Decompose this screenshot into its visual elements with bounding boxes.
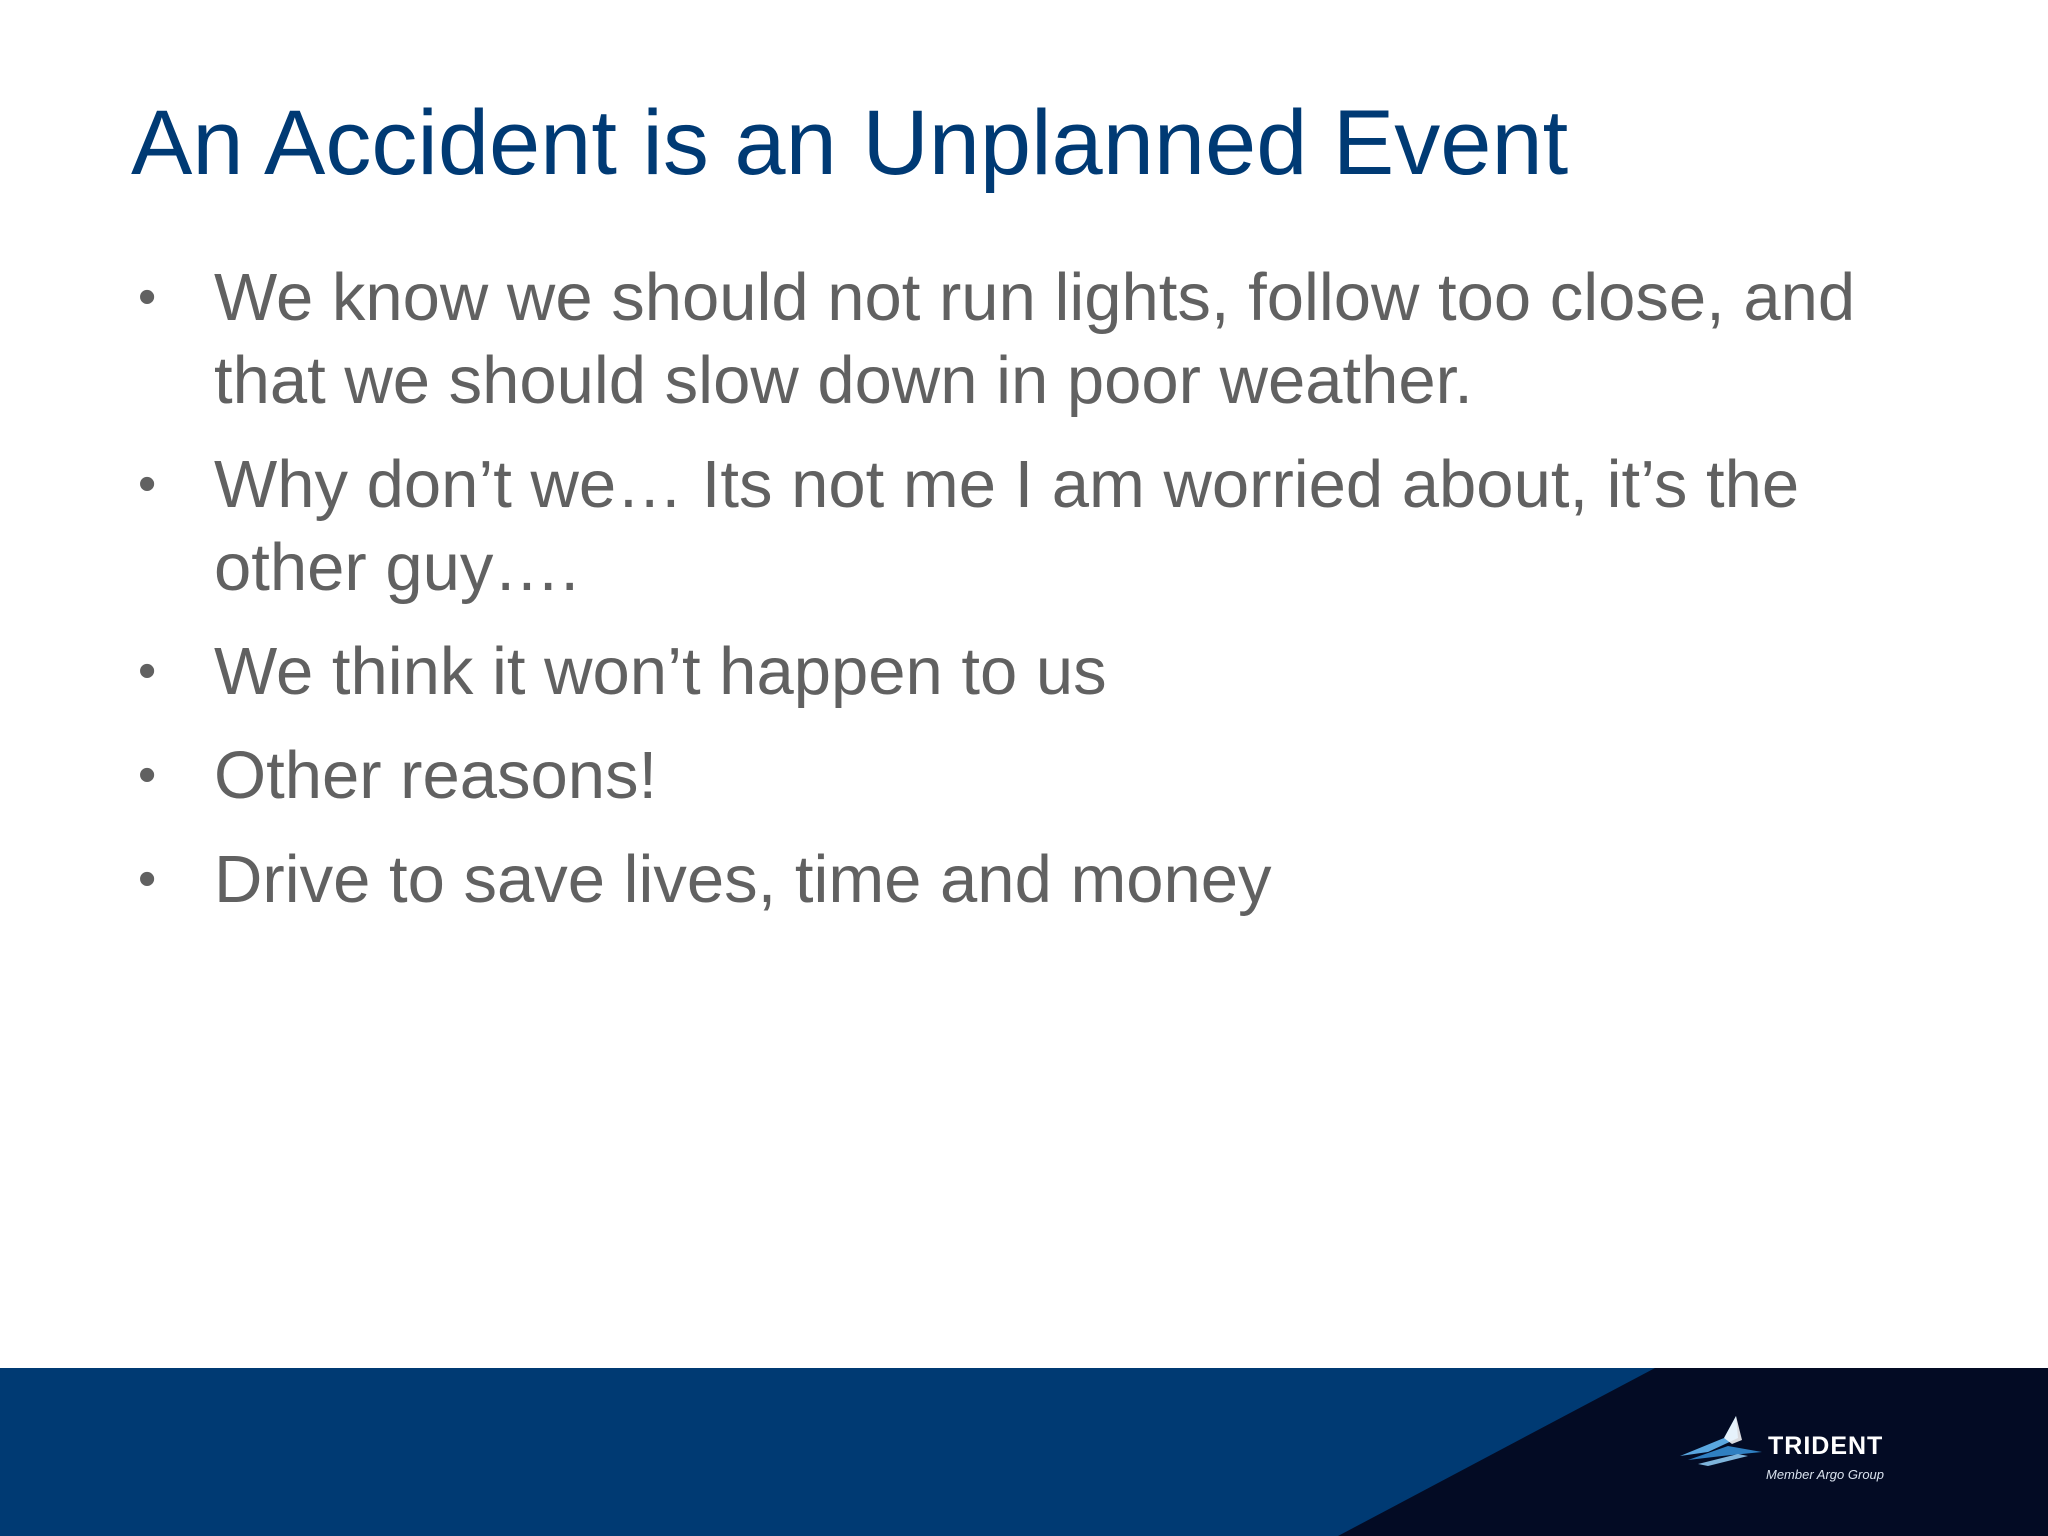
bullet-text: Why don’t we… Its not me I am worried about, it’s the other guy….: [214, 447, 1800, 605]
bullet-marker: •: [138, 850, 157, 908]
bullet-marker: •: [138, 746, 157, 804]
bullet-marker: •: [138, 455, 157, 513]
bullet-item: [130, 256, 1930, 422]
logo-name: TRIDENT: [1768, 1432, 1884, 1460]
bullet-list: [130, 256, 1930, 942]
company-logo: [1678, 1412, 1908, 1492]
slide-title: An Accident is an Unplanned Event: [131, 92, 1569, 194]
bullet-text: Drive to save lives, time and money: [214, 842, 1272, 917]
logo-tagline: Member Argo Group: [1766, 1467, 1885, 1482]
bullet-marker: •: [138, 642, 157, 700]
bullet-text: Other reasons!: [214, 738, 658, 813]
bullet-marker: •: [138, 268, 157, 326]
bullet-text: We think it won’t happen to us: [214, 634, 1107, 709]
bullet-item: [130, 630, 1930, 713]
trident-swoosh-icon: [1678, 1412, 1764, 1468]
bullet-item: [130, 838, 1930, 921]
bullet-item: [130, 443, 1930, 609]
bullet-item: [130, 734, 1930, 817]
bullet-text: We know we should not run lights, follow too close, and that we should slow down in poor weather.: [214, 260, 1856, 418]
